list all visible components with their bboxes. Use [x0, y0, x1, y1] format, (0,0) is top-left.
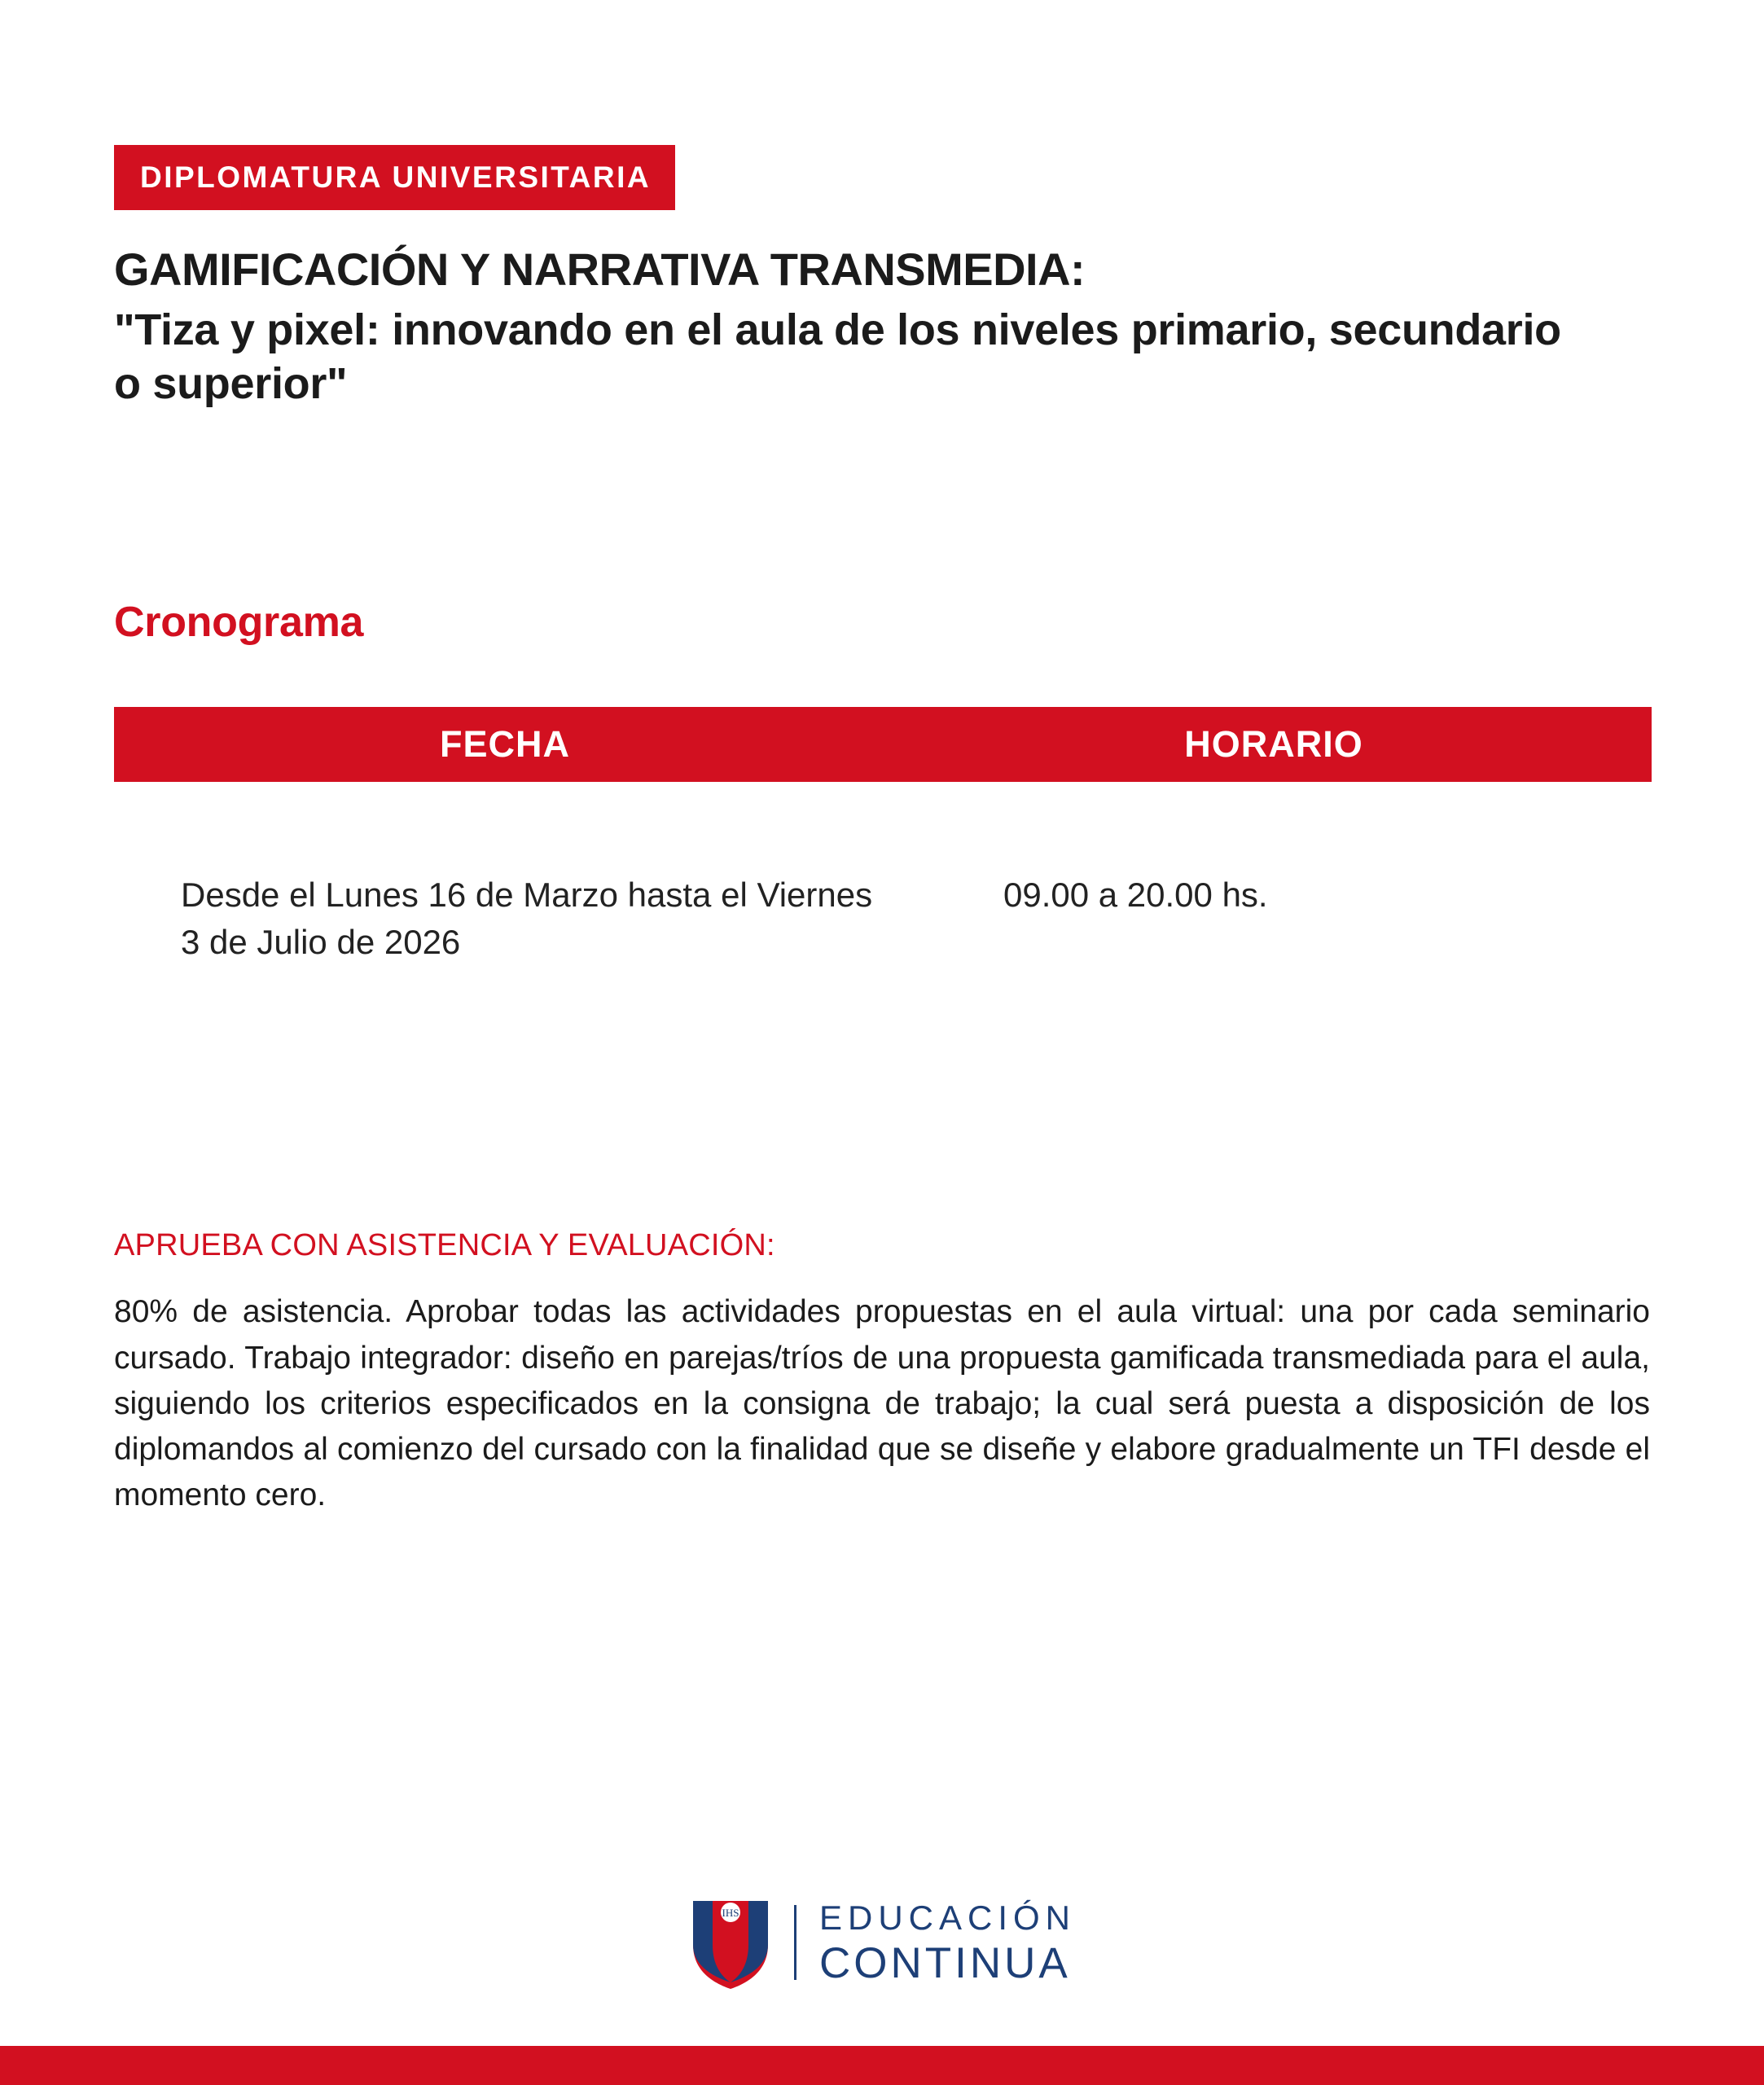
- program-type-badge: DIPLOMATURA UNIVERSITARIA: [114, 145, 675, 210]
- cell-horario: 09.00 a 20.00 hs.: [1003, 876, 1268, 915]
- shield-logo-icon: [688, 1894, 773, 1991]
- table-row: [114, 871, 1652, 966]
- approval-title: APRUEBA CON ASISTENCIA Y EVALUACIÓN:: [114, 1228, 775, 1263]
- cell-fecha: Desde el Lunes 16 de Marzo hasta el Viernes 3 de Julio de 2026: [181, 876, 873, 962]
- logo-line-educacion: EDUCACIÓN: [818, 1898, 1077, 1937]
- logo-wordmark: [818, 1898, 1077, 1987]
- page-subtitle: "Tiza y pixel: innovando en el aula de los niveles primario, secundario o superior": [114, 305, 1561, 408]
- schedule-table-header-row: [114, 707, 1652, 782]
- approval-text: 80% de asistencia. Aprobar todas las actividades propuestas en el aula virtual: una por cada seminario cursado. Trabajo integrador: diseño en parejas/tríos de una propuesta gamificada transmediada para el aula, siguiendo los criterios especificados en la consigna de trabajo; la cual será puesta a disposición de los diplomandos al comienzo del cursado con la finalidad que se diseñe y elabore gradualmente un TFI desde el momento cero.: [114, 1294, 1650, 1512]
- column-header-horario: HORARIO: [1184, 723, 1363, 766]
- column-header-fecha: FECHA: [440, 723, 570, 766]
- logo-divider: [794, 1905, 796, 1980]
- page-title: GAMIFICACIÓN Y NARRATIVA TRANSMEDIA:: [114, 244, 1086, 295]
- bottom-accent-bar: [0, 2046, 1764, 2085]
- svg-text:IHS: IHS: [722, 1907, 739, 1919]
- footer-logo: [0, 1894, 1764, 1991]
- schedule-section-heading: Cronograma: [114, 599, 364, 647]
- logo-line-continua: CONTINUA: [818, 1938, 1071, 1987]
- schedule-table: [114, 707, 1652, 966]
